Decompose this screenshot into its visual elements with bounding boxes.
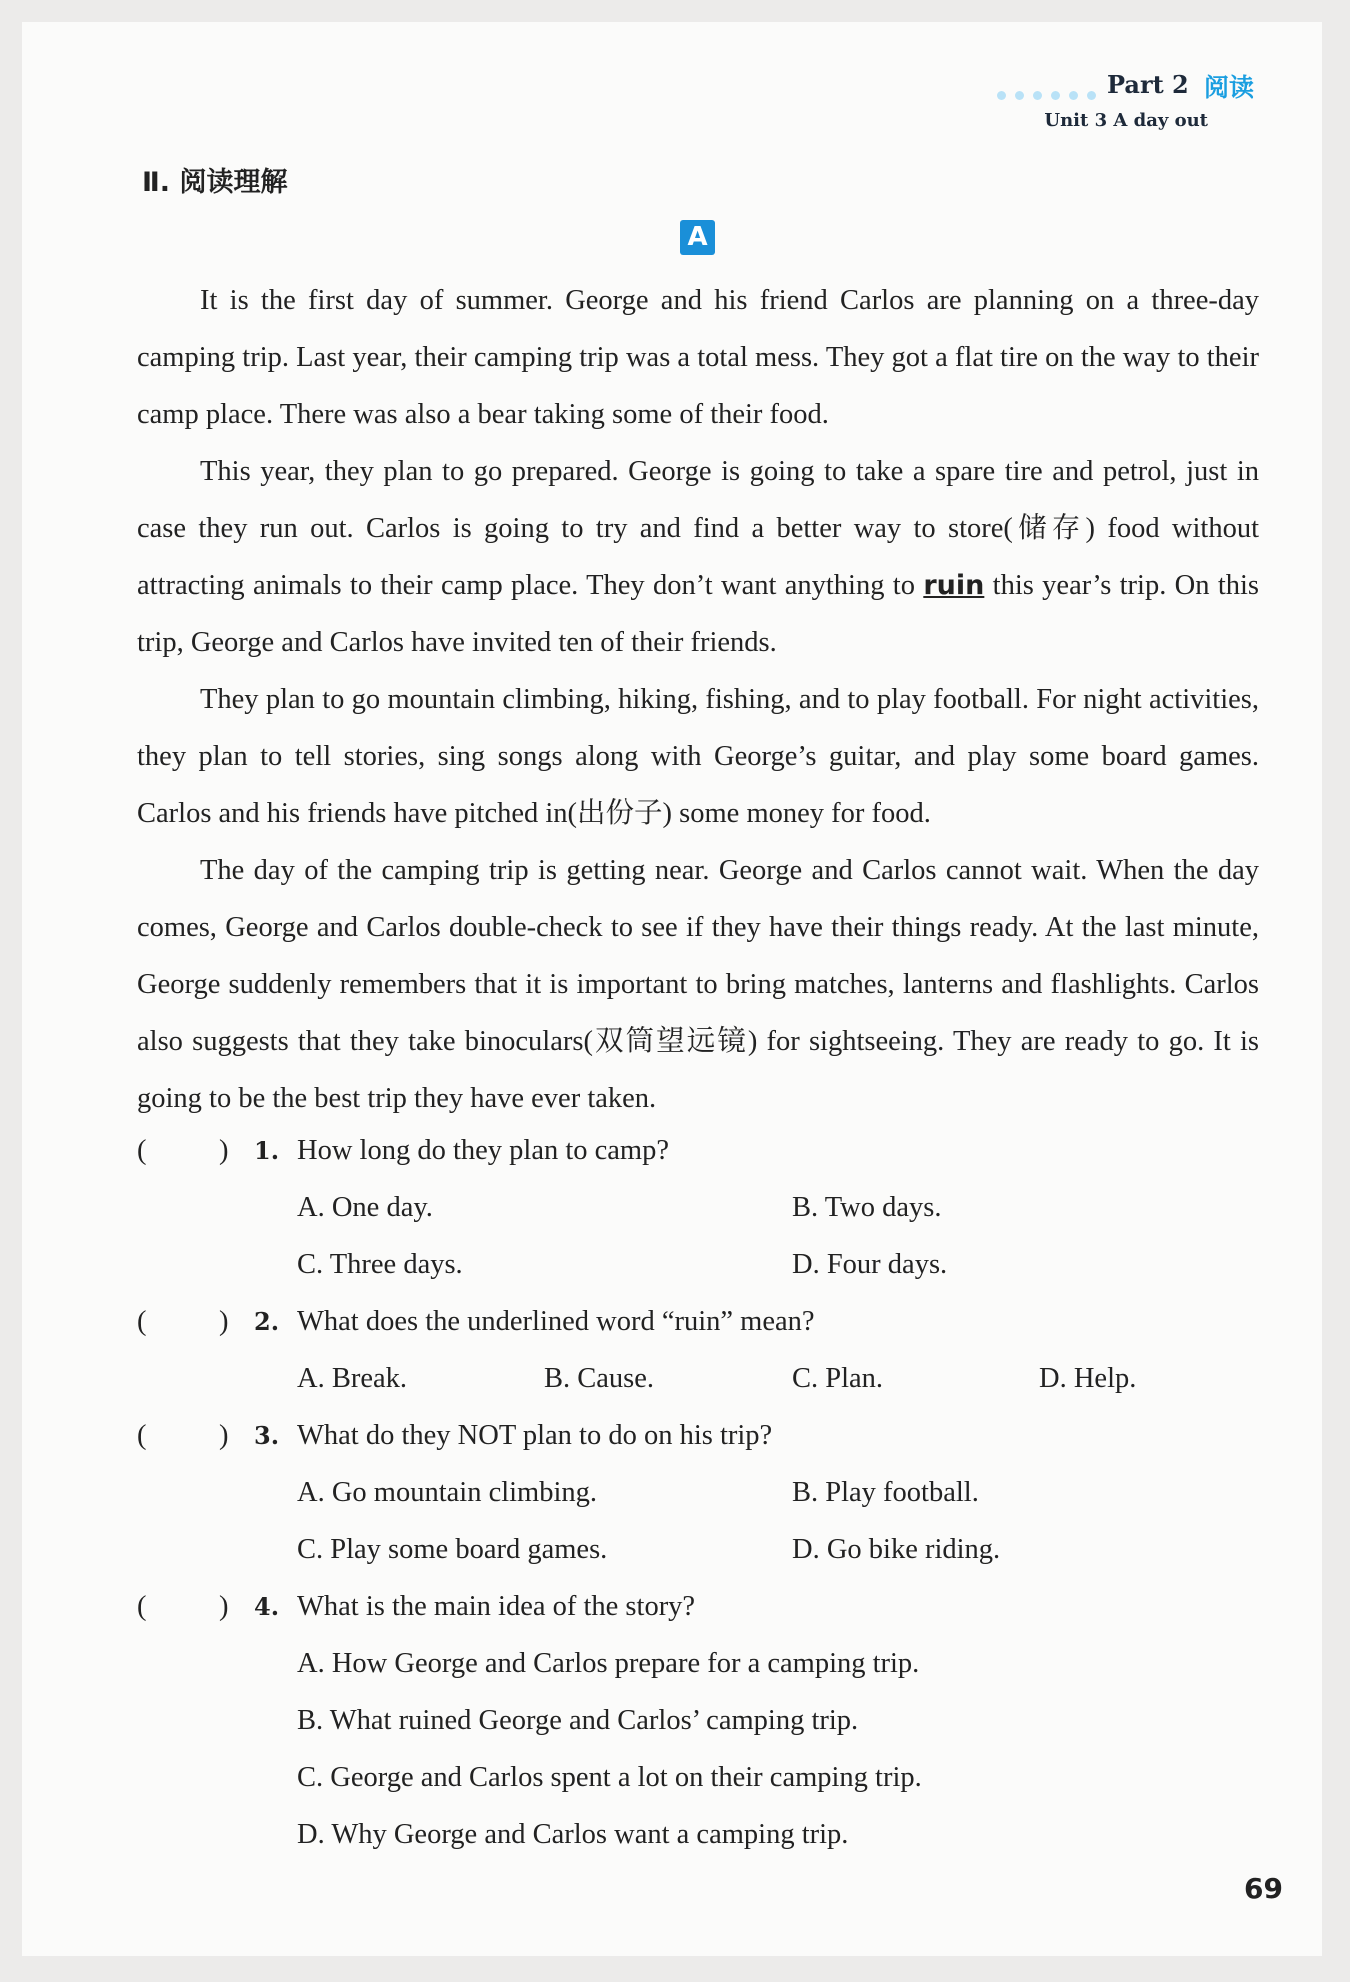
header-dot [1051,91,1060,100]
passage-badge: A [680,220,715,255]
underlined-word: ruin [923,570,985,601]
answer-blank-open[interactable]: ( [137,1306,147,1337]
answer-blank-open[interactable]: ( [137,1420,147,1451]
header-dot [997,91,1006,100]
header-dot [1087,91,1096,100]
question-text: What does the underlined word “ruin” mean? [297,1306,815,1337]
option-1d[interactable]: D. Four days. [792,1249,948,1280]
answer-blank-open[interactable]: ( [137,1135,147,1166]
question-text: How long do they plan to camp? [297,1135,670,1166]
page [22,22,1322,1956]
header-dot [1033,91,1042,100]
option-1b[interactable]: B. Two days. [792,1192,942,1223]
option-3d[interactable]: D. Go bike riding. [792,1534,1001,1565]
option-4b[interactable]: B. What ruined George and Carlos’ camping trip. [297,1705,859,1736]
paragraph-3: They plan to go mountain climbing, hiking, fishing, and to play football. For night activities, they plan to tell stories, sing songs along with George’s guitar, and play some board games. Carlos and his friends have pitched in(出份子) some money for food. [137,684,1259,829]
page-number: 69 [1244,1872,1283,1905]
paragraph-2-after: this year’s trip. On this trip, George and Carlos have invited ten of their friends. [137,570,1260,658]
question-number: 3. [254,1421,280,1450]
paragraph-4: The day of the camping trip is getting near. George and Carlos cannot wait. When the day comes, George and Carlos double-check to see if they have their things ready. At the last minute, George suddenly remembers that it is important to bring matches, lanterns and flashlights. Carlos also suggests that they take binoculars(双筒望远镜) for sightseeing. They are ready to go. It is going to be the best trip they have ever taken. [137,855,1259,1114]
header-dot [1015,91,1024,100]
option-4c[interactable]: C. George and Carlos spent a lot on their camping trip. [297,1762,922,1793]
answer-blank-close[interactable]: ) [219,1591,229,1622]
option-2c[interactable]: C. Plan. [792,1363,884,1394]
question-text: What is the main idea of the story? [297,1591,696,1622]
header-dots [997,86,1105,98]
answer-blank-open[interactable]: ( [137,1591,147,1622]
paragraph-1: It is the first day of summer. George and his friend Carlos are planning on a three-day camping trip. Last year, their camping trip was a total mess. They got a flat tire on the way to their camp place. There was also a bear taking some of their food. [137,285,1259,430]
question-number: 1. [254,1136,280,1165]
option-1a[interactable]: A. One day. [297,1192,433,1223]
answer-blank-close[interactable]: ) [219,1135,229,1166]
header-part-cn: 阅读 [1204,73,1255,102]
paragraph-2-before: This year, they plan to go prepared. George is going to take a spare tire and petrol, just in case they run out. Carlos is going to try and find a better way to store(储存) food without attracting animals to their camp place. They don’t want anything to [137,456,1259,601]
header-unit: Unit 3 A day out [1044,110,1208,131]
paragraph-2 [137,443,1259,671]
reading-passage [137,272,1259,1127]
question-number: 2. [254,1307,280,1336]
question-text: What do they NOT plan to do on his trip? [297,1420,773,1451]
header-dot [1069,91,1078,100]
answer-blank-close[interactable]: ) [219,1306,229,1337]
option-3b[interactable]: B. Play football. [792,1477,979,1508]
option-2a[interactable]: A. Break. [297,1363,408,1394]
option-1c[interactable]: C. Three days. [297,1249,463,1280]
answer-blank-close[interactable]: ) [219,1420,229,1451]
section-title: Ⅱ. 阅读理解 [142,167,288,198]
option-3c[interactable]: C. Play some board games. [297,1534,608,1565]
question-number: 4. [254,1592,280,1621]
option-2b[interactable]: B. Cause. [544,1363,655,1394]
header-part: Part 2 [1107,70,1189,99]
option-2d[interactable]: D. Help. [1039,1363,1137,1394]
option-4d[interactable]: D. Why George and Carlos want a camping trip. [297,1819,849,1850]
option-3a[interactable]: A. Go mountain climbing. [297,1477,598,1508]
option-4a[interactable]: A. How George and Carlos prepare for a camping trip. [297,1648,920,1679]
